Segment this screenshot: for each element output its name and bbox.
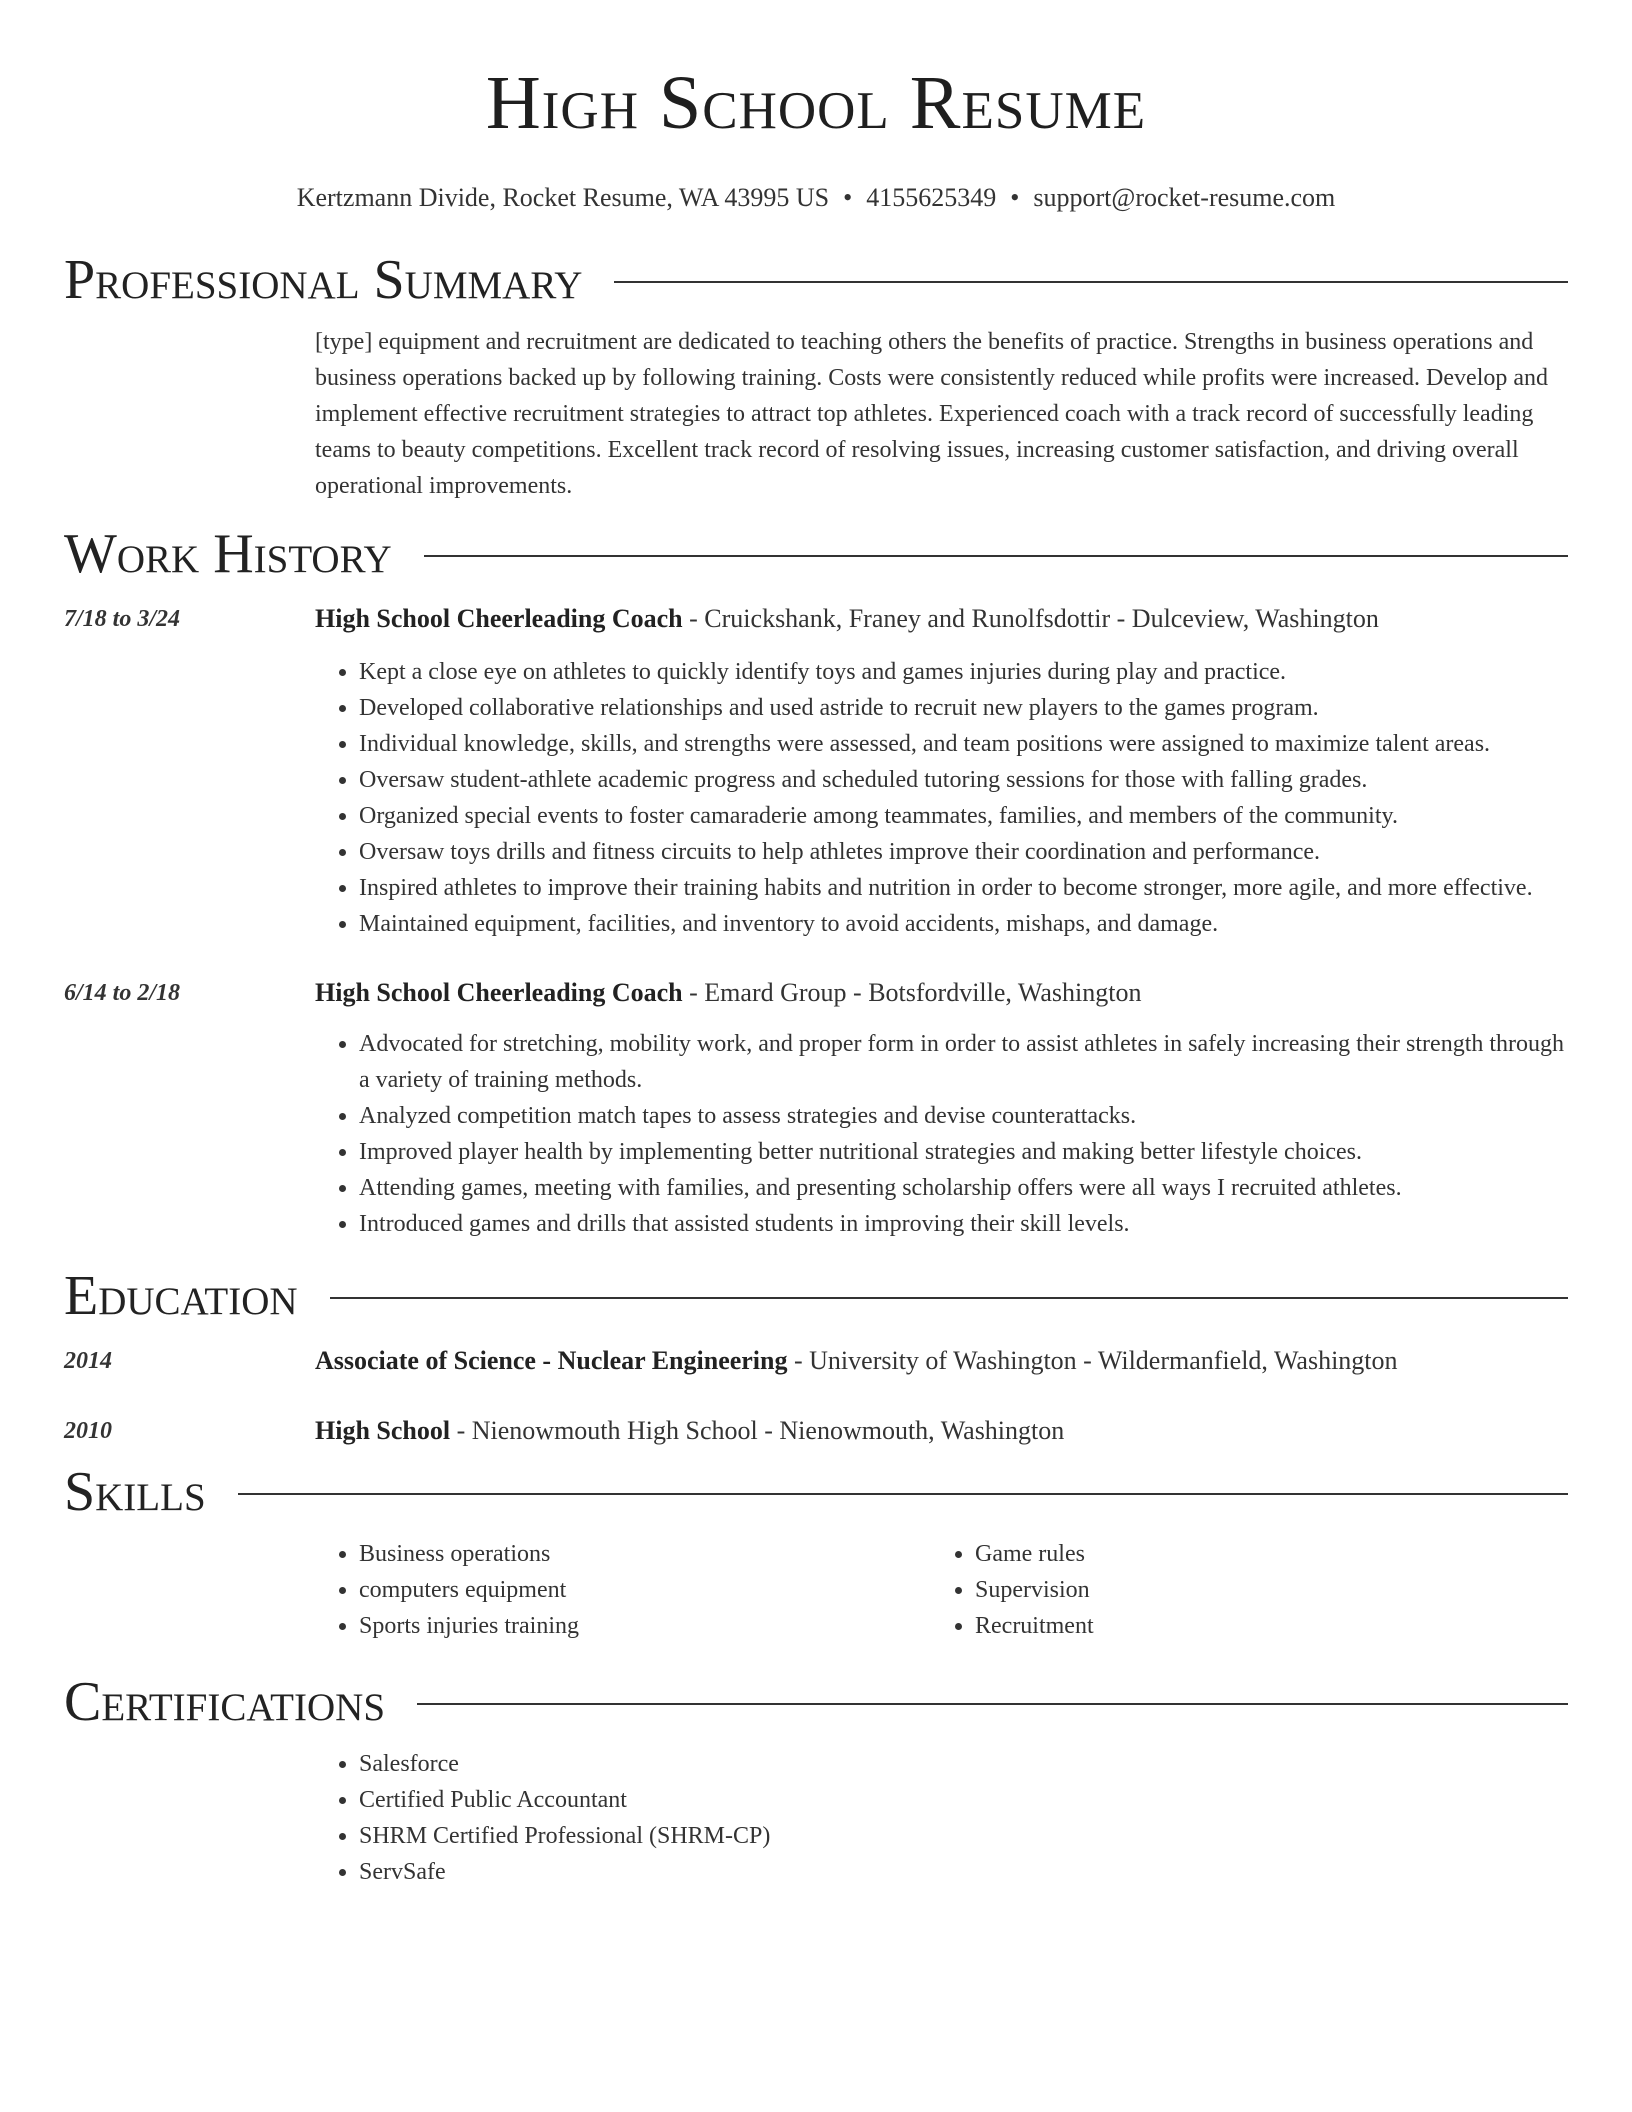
education-school-location: - University of Washington - Wildermanfield, Washington [787,1346,1398,1375]
job-bullet: • Oversaw toys drills and fitness circuits to help athletes improve their coordination and performance. [359,834,1568,870]
job-title-line [315,976,1568,1010]
job-bullet: • Oversaw student-athlete academic progress and scheduled tutoring sessions for those with falling grades. [359,762,1568,798]
skills-section-header [64,1460,1568,1524]
contact-line [64,182,1568,214]
job-body [315,976,1568,1242]
summary-section-header [64,248,1568,312]
job-bullet: • Individual knowledge, skills, and strengths were assessed, and team positions were assigned to maximize talent areas. [359,726,1568,762]
skill-item: • Sports injuries training [359,1608,931,1644]
certification-item: • ServSafe [359,1854,931,1890]
skill-item: • Game rules [975,1536,1547,1572]
section-divider [238,1493,1568,1495]
contact-separator: • [843,183,853,212]
job-employer-location: - Emard Group - Botsfordville, Washington [682,978,1142,1007]
certifications-section-header [64,1670,1568,1734]
section-divider [424,555,1568,557]
education-section-title: Education [64,1265,298,1327]
certifications-section-title: Certifications [64,1671,386,1733]
work-section-header [64,522,1568,586]
certification-item: • Salesforce [359,1746,931,1782]
certifications-list-wrapper [315,1746,1568,1890]
skills-grid [315,1536,1568,1644]
job-title: High School Cheerleading Coach [315,604,683,633]
job-bullets [315,654,1568,942]
contact-phone: 4155625349 [866,183,997,212]
job-body [315,602,1568,942]
skill-item: • Business operations [359,1536,931,1572]
resume-page [64,0,1568,1890]
section-divider [417,1703,1568,1705]
job-bullet: • Attending games, meeting with families, and presenting scholarship offers were all ways I recruited athletes. [359,1170,1568,1206]
job-bullet: • Improved player health by implementing better nutritional strategies and making better lifestyle choices. [359,1134,1568,1170]
contact-email: support@rocket-resume.com [1033,183,1336,212]
job-dates: 6/14 to 2/18 [64,980,181,1006]
education-entry [64,1344,1568,1378]
section-divider [330,1297,1568,1299]
resume-header [64,0,1568,214]
education-details-line [315,1414,1568,1448]
job-bullet: • Kept a close eye on athletes to quickly identify toys and games injuries during play and practice. [359,654,1568,690]
education-school-location: - Nienowmouth High School - Nienowmouth, Washington [450,1416,1065,1445]
certification-item: • Certified Public Accountant [359,1782,931,1818]
contact-address: Kertzmann Divide, Rocket Resume, WA 43995 US [296,183,830,212]
skills-column-right [931,1536,1547,1644]
skills-section-title: Skills [64,1461,206,1523]
skill-item: • computers equipment [359,1572,931,1608]
education-entry [64,1414,1568,1448]
education-details-line [315,1344,1568,1378]
job-dates: 7/18 to 3/24 [64,606,181,632]
job-title: High School Cheerleading Coach [315,978,683,1007]
summary-text: [type] equipment and recruitment are dedicated to teaching others the benefits of practice. Strengths in business operations and business operations backed up by following training. Costs were consistently reduced while profits were increased. Develop and implement effective recruitment strategies to attract top athletes. Experienced coach with a track record of successfully leading teams to beauty competitions. Excellent track record of resolving issues, increasing customer satisfaction, and driving overall operational improvements. [315,329,1549,499]
certifications-column [315,1746,931,1890]
work-section-title: Work History [64,523,392,585]
summary-section-title: Professional Summary [64,249,583,311]
job-title-line [315,602,1568,636]
job-bullet: • Inspired athletes to improve their training habits and nutrition in order to become stronger, more agile, and more effective. [359,870,1568,906]
section-divider [614,281,1568,283]
job-bullet: • Organized special events to foster camaraderie among teammates, families, and members of the community. [359,798,1568,834]
certifications-list [315,1746,931,1890]
education-year: 2014 [64,1348,112,1374]
job-entry [64,602,1568,942]
education-section-header [64,1264,1568,1328]
resume-name: High School Resume [485,61,1147,145]
education-degree: Associate of Science - Nuclear Engineering [315,1346,788,1375]
job-bullets [315,1026,1568,1242]
job-bullet: • Introduced games and drills that assisted students in improving their skill levels. [359,1206,1568,1242]
education-degree: High School [315,1416,451,1445]
contact-separator: • [1010,183,1020,212]
skills-column-left [315,1536,931,1644]
job-bullet: • Advocated for stretching, mobility work, and proper form in order to assist athletes in safely increasing their strength through a variety of training methods. [359,1026,1568,1098]
certification-item: • SHRM Certified Professional (SHRM-CP) [359,1818,931,1854]
job-entry [64,976,1568,1242]
skill-item: • Supervision [975,1572,1547,1608]
job-bullet: • Analyzed competition match tapes to assess strategies and devise counterattacks. [359,1098,1568,1134]
skills-list [931,1536,1547,1644]
job-bullet: • Maintained equipment, facilities, and inventory to avoid accidents, mishaps, and damage. [359,906,1568,942]
job-bullet: • Developed collaborative relationships and used astride to recruit new players to the games program. [359,690,1568,726]
skill-item: • Recruitment [975,1608,1547,1644]
education-year: 2010 [64,1418,112,1444]
skills-list [315,1536,931,1644]
job-employer-location: - Cruickshank, Franey and Runolfsdottir - Dulceview, Washington [682,604,1379,633]
